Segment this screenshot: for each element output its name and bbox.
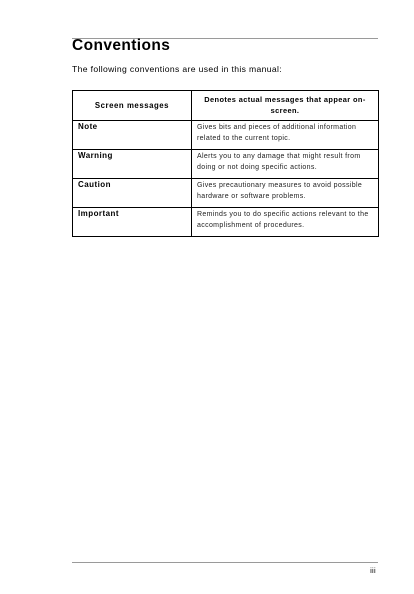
- table-row: [73, 179, 379, 208]
- description-cell: Gives bits and pieces of additional information related to the current topic.: [192, 121, 379, 150]
- description-cell: Gives precautionary measures to avoid possible hardware or software problems.: [192, 179, 379, 208]
- header-term-cell: Screen messages: [73, 91, 192, 121]
- footer-rule: [72, 562, 378, 563]
- term-cell: Note: [73, 121, 192, 150]
- page-number: iii: [370, 566, 376, 575]
- conventions-table: [72, 90, 379, 237]
- header-description-cell: Denotes actual messages that appear on-screen.: [192, 91, 379, 121]
- table-row: [73, 150, 379, 179]
- description-cell: Alerts you to any damage that might result from doing or not doing specific actions.: [192, 150, 379, 179]
- table-row: [73, 121, 379, 150]
- description-cell: Reminds you to do specific actions relevant to the accomplishment of procedures.: [192, 208, 379, 237]
- term-cell: Caution: [73, 179, 192, 208]
- page-title: Conventions: [72, 37, 171, 54]
- term-cell: Important: [73, 208, 192, 237]
- table-header-row: [73, 91, 379, 121]
- term-cell: Warning: [73, 150, 192, 179]
- table-row: [73, 208, 379, 237]
- intro-text: The following conventions are used in this manual:: [72, 64, 283, 74]
